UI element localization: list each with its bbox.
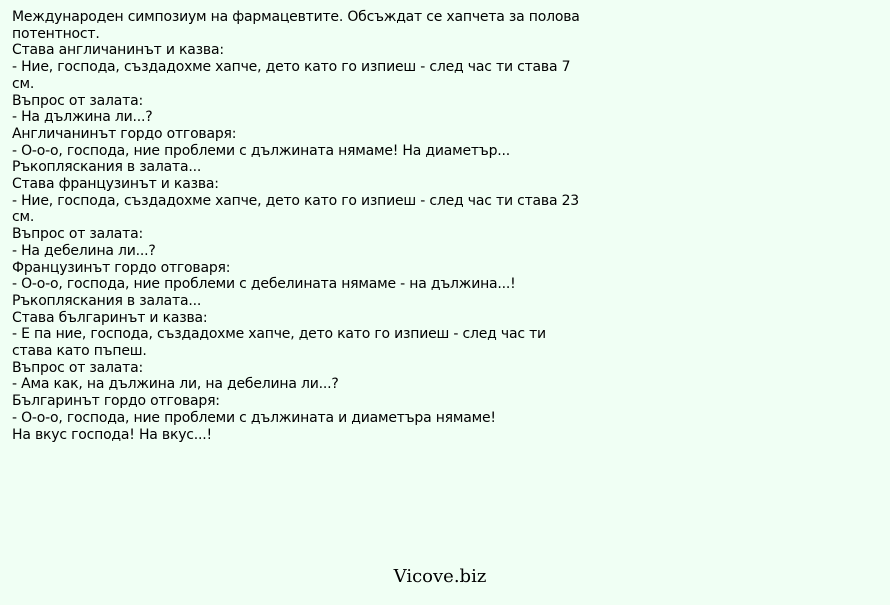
- joke-line: Международен симпозиум на фармацевтите. Обсъждат се хапчета за полова потентност.: [12, 9, 584, 42]
- joke-line: Въпрос от залата:: [12, 359, 144, 376]
- joke-line: - О-о-о, господа, ние проблеми с дебелината нямаме - на дължина...!: [12, 276, 516, 293]
- joke-line: - Ние, господа, създадохме хапче, дето като го изпиеш - след час ти става 23 см.: [12, 192, 584, 226]
- joke-line: - Ама как, на дължина ли, на дебелина ли...?: [12, 376, 339, 393]
- joke-line: Българинът гордо отговаря:: [12, 393, 220, 410]
- joke-line: Англичанинът гордо отговаря:: [12, 125, 237, 142]
- joke-line: - О-о-о, господа, ние проблеми с дължината нямаме! На диаметър...: [12, 142, 511, 159]
- joke-line: Става българинът и казва:: [12, 309, 208, 326]
- joke-line: - Е па ние, господа, създадохме хапче, дето като го изпиеш - след час ти става като пъпеш.: [12, 326, 551, 360]
- joke-line: Ръкопляскания в залата...: [12, 159, 202, 176]
- site-watermark: Vicove.biz: [393, 566, 487, 587]
- joke-line: На вкус господа! На вкус...!: [12, 426, 212, 443]
- joke-line: Ръкопляскания в залата...: [12, 292, 202, 309]
- joke-line: Въпрос от залата:: [12, 226, 144, 243]
- joke-line: Става англичанинът и казва:: [12, 42, 224, 59]
- joke-line: - На дължина ли...?: [12, 109, 153, 126]
- joke-text: [12, 9, 582, 443]
- joke-line: - На дебелина ли...?: [12, 242, 156, 259]
- joke-line: - О-о-о, господа, ние проблеми с дължината и диаметъра нямаме!: [12, 409, 496, 426]
- joke-line: - Ние, господа, създадохме хапче, дето като го изпиеш - след час ти става 7 см.: [12, 59, 575, 92]
- joke-line: Въпрос от залата:: [12, 92, 144, 109]
- joke-line: Французинът гордо отговаря:: [12, 259, 231, 276]
- joke-line: Става французинът и казва:: [12, 176, 219, 193]
